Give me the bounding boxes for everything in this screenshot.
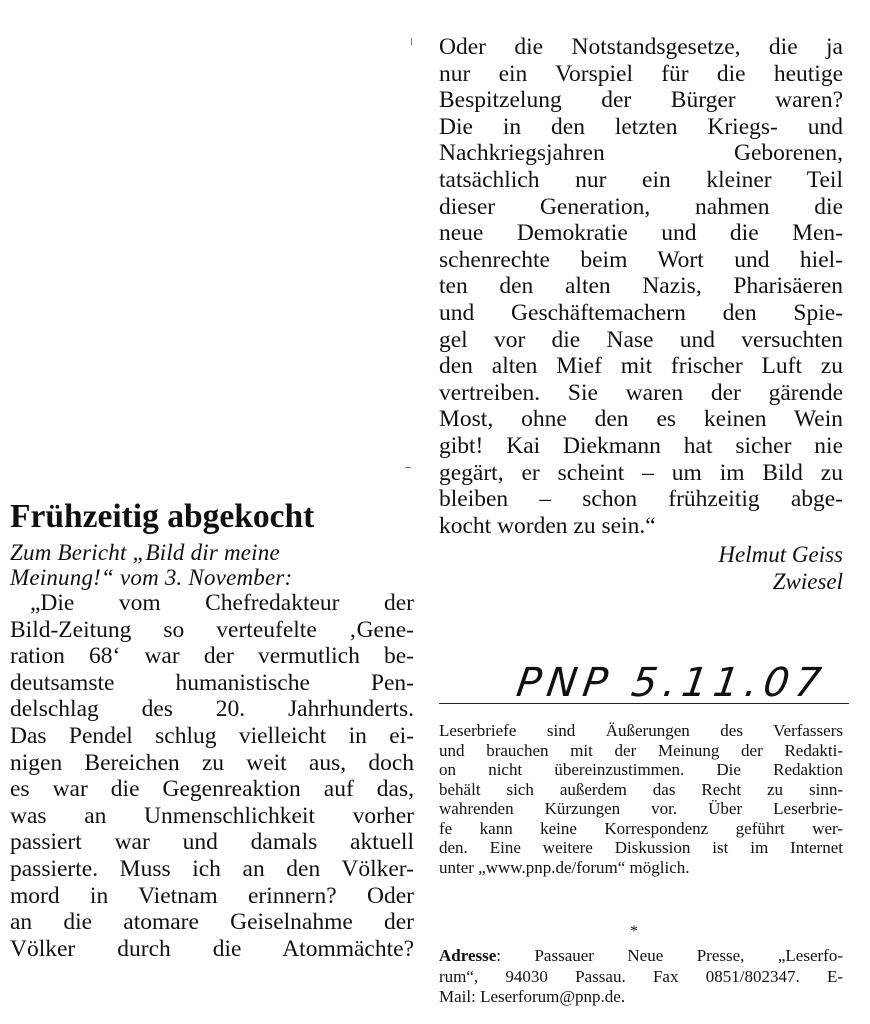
body-line: „Die vom Chefredakteur der: [30, 590, 414, 616]
scan-mark: [405, 467, 411, 468]
address-line: rum“, 94030 Passau. Fax 0851/802347. E-: [439, 966, 843, 986]
address-label: Adresse: [439, 946, 497, 965]
body-line: gegärt, er scheint – um im Bild zu: [439, 459, 843, 486]
body-line: nur ein Vorspiel für die heutige: [439, 60, 843, 87]
handwritten-date-stamp: [439, 660, 849, 710]
body-line: und Geschäftemachern den Spie-: [439, 299, 843, 326]
body-line: tatsächlich nur ein kleiner Teil: [439, 166, 843, 193]
author-name: Helmut Geiss: [718, 542, 843, 568]
body-line: delschlag des 20. Jahrhunderts.: [10, 696, 414, 723]
body-line: Die in den letzten Kriegs- und: [439, 113, 843, 140]
notice-line: und brauchen mit der Meinung der Redakti-: [439, 740, 843, 760]
letter-right-column: [439, 34, 843, 595]
body-line: gel vor die Nase und versuchten: [439, 326, 843, 353]
body-line: mord in Vietnam erinnern? Oder: [10, 882, 414, 909]
address-line: Mail: Leserforum@pnp.de.: [439, 987, 626, 1006]
stamp-underline: [439, 703, 849, 704]
address-line: [439, 946, 843, 967]
body-line: passiert war und damals aktuell: [10, 829, 414, 856]
body-line: Das Pendel schlug vielleicht in ei-: [10, 722, 414, 749]
subhead-line: Meinung!“ vom 3. November:: [10, 565, 293, 590]
address-line-rest: : Passauer Neue Presse, „Leserfo-: [496, 946, 843, 965]
notice-line: den. Eine weitere Diskussion ist im Internet: [439, 838, 843, 857]
address-block: [439, 946, 843, 1008]
body-line: an die atomare Geiselnahme der: [10, 909, 414, 936]
notice-line: on nicht übereinzustimmen. Die Redaktion: [439, 760, 843, 779]
body-line: Nachkriegsjahren Geborenen,: [439, 140, 843, 167]
body-line: kocht worden zu sein.“: [439, 512, 656, 539]
subhead: [10, 540, 414, 590]
body-line: dieser Generation, nahmen die: [439, 193, 843, 220]
body-line: ten den alten Nazis, Pharisäeren: [439, 273, 843, 300]
body-line: schenrechte beim Wort und hiel-: [439, 246, 843, 273]
body-line: Bild-Zeitung so verteufelte ‚Gene-: [10, 616, 414, 643]
body-line: vertreiben. Sie waren der gärende: [439, 379, 843, 406]
author-city: Zwiesel: [772, 569, 843, 595]
body-line: passierte. Muss ich an den Völker-: [10, 855, 414, 882]
scan-mark: [411, 38, 412, 45]
notice-line: Leserbriefe sind Äußerungen des Verfassers: [439, 721, 843, 740]
body-line: Völker durch die Atommächte?: [10, 935, 414, 962]
body-line: gibt! Kai Diekmann hat sicher nie: [439, 432, 843, 459]
letter-body-right: [439, 34, 843, 539]
notice-line: unter „www.pnp.de/forum“ möglich.: [439, 857, 690, 877]
headline: Frühzeitig abgekocht: [10, 498, 315, 535]
body-line: Bespitzelung der Bürger waren?: [439, 87, 843, 114]
body-line: es war die Gegenreaktion auf das,: [10, 776, 414, 803]
body-line: ration 68‘ war der vermutlich be-: [10, 643, 414, 670]
body-line: bleiben – schon frühzeitig abge-: [439, 486, 843, 513]
letter-body-left: [10, 590, 414, 962]
notice-line: wahrenden Kürzungen vor. Über Leserbrie-: [439, 799, 843, 818]
notice-line: fe kann keine Korrespondenz geführt wer-: [439, 818, 843, 838]
body-line: Oder die Notstandsgesetze, die ja: [439, 34, 843, 60]
body-line: nigen Bereichen zu weit aus, doch: [10, 749, 414, 776]
body-line: was an Unmenschlichkeit vorher: [10, 802, 414, 829]
separator-asterisk: *: [630, 923, 638, 940]
stamp-text: PNP 5.11.07: [513, 660, 830, 706]
body-line: neue Demokratie und die Men-: [439, 220, 843, 247]
signature: [439, 541, 843, 595]
body-line: Most, ohne den es keinen Wein: [439, 406, 843, 433]
editorial-notice: [439, 721, 843, 877]
subhead-line: Zum Bericht „Bild dir meine: [10, 540, 280, 565]
notice-line: behält sich außerdem das Recht zu sinn-: [439, 779, 843, 799]
body-line: deutsamste humanistische Pen-: [10, 669, 414, 696]
body-line: den alten Mief mit frischer Luft zu: [439, 353, 843, 380]
letter-left-column: [10, 494, 414, 962]
